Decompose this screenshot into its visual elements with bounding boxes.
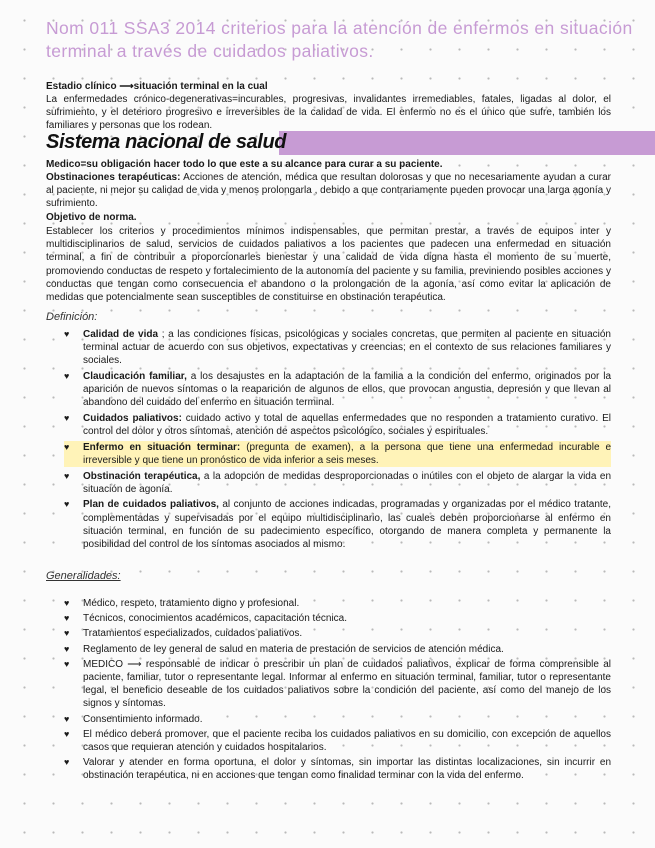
section-heading-bar (46, 131, 655, 155)
list-item: ♥ Obstinación terapéutica, a la adopción de medidas desproporcionadas o inútiles con el objeto de alargar la vida en situación de agonía. (64, 470, 612, 495)
generalidades-list (64, 597, 611, 785)
heart-bullet-icon: ♥ (64, 470, 70, 481)
definicion-label: Definición: (46, 311, 98, 323)
generalidades-label: Generalidades: (46, 570, 121, 582)
definiciones-list (64, 328, 611, 554)
heart-bullet-icon: ♥ (64, 757, 70, 768)
heart-bullet-icon: ♥ (64, 329, 70, 339)
list-item: ♥ Claudicación familiar, a los desajustes en la adaptación de la familia a la condición del enfermo, originados por la aparición de nuevos síntomas o la reaparición de algunos de ellos, que provocan angustia, depresión y que llevan al abandono del cuidado del enfermo en situación terminal. (64, 371, 611, 409)
list-item-highlighted: ♥ Enfermo en situación terminar: (pregunta de examen), a la persona que tiene una enfermedad incurable e irreversible y que tiene un pronóstico de vida inferior a seis meses. (64, 441, 612, 466)
heart-bullet-icon: ♥ (64, 658, 70, 669)
heart-bullet-icon: ♥ (64, 713, 70, 724)
heart-bullet-icon: ♥ (64, 441, 70, 452)
heart-bullet-icon: ♥ (64, 728, 70, 739)
heart-bullet-icon: ♥ (64, 499, 70, 510)
obstinaciones-paragraph: Obstinaciones terapéuticas: Acciones de atención, médica que resultan dolorosas y que no necesariamente ayudan a curar al paciente, ni mejor su calidad de vida y menos prolongarla , debido a que contrariamente pueden provocar una larga agonía y sufrimiento. (46, 172, 612, 210)
list-item: ♥ Valorar y atender en forma oportuna, el dolor y síntomas, sin importar las distintas localizaciones, sin incurrir en obstinación terapéutica, ni en acciones que tengan como finalidad terminar con la vida del enfermo. (64, 757, 611, 782)
list-item: ♥ MEDICO ⟶ responsable de indicar o prescribir un plan de cuidados paliativos, explicar de forma comprensible al paciente, familiar, tutor o representante legal. Informar al enfermo en situación terminal, familiar, tutor o representante legal, el beneficio deseable de los cuidados paliativos sobre la condición del paciente, así como del manejo de los signos y síntomas. (64, 658, 611, 710)
list-item: ♥ Plan de cuidados paliativos, al conjunto de acciones indicadas, programadas y organizadas por el médico tratante, complementadas y supervisadas por el equipo multidisciplinario, las cuales deben proporcionarse al enfermo en situación terminal, en función de su padecimiento específico, otorgando de manera completa y permanente la posibilidad del control de los síntomas asociados al mismo. (64, 499, 612, 550)
list-item: ♥ Reglamento de ley general de salud en materia de prestación de servicios de atención médica. (64, 643, 504, 655)
list-item: ♥ Calidad de vida ; a las condiciones físicas, psicológicas y sociales concretas, que permiten al paciente en situación terminal actuar de acuerdo con sus objetivos, expectativas y creencias; en el contexto de sus relaciones familiares y sociales. (64, 329, 611, 367)
estadio-clinico-label: Estadio clínico ⟶situación terminal en la cual (46, 81, 268, 92)
heart-bullet-icon: ♥ (64, 613, 70, 624)
document-title: Nom 011 SSA3 2014 criterios para la atención de enfermos en situación terminal a través de cuidados paliativos. (46, 18, 633, 61)
list-item: ♥ Tratamientos especializados, cuidados paliativos. (64, 628, 303, 640)
heart-bullet-icon: ♥ (64, 598, 70, 608)
objetivo-label: Objetivo de norma. (46, 212, 137, 223)
list-item: ♥ Cuidados paliativos: cuidado activo y total de aquellas enfermedades que no responden a tratamiento curativo. El control del dolor y otros síntomas, atención de aspectos psicológico, sociales y espirituales. (64, 413, 611, 438)
heart-bullet-icon: ♥ (64, 628, 70, 639)
objetivo-text: Establecer los criterios y procedimientos mínimos indispensables, que permitan prestar, a través de equipos inter y multidisciplinarios de salud, servicios de cuidados paliativos a los pacientes que padecen una enfermedad en situación terminal, a fin de contribuir a proporcionarles bienestar y una calidad de vida digna hasta el momento de su muerte, promoviendo conductas de respeto y fortalecimiento de la autonomía del paciente y su familia, previniendo posibles acciones y conductas que tengan como consecuencia el abandono o la prolongación de la agonía, así como evitar la aplicación de medidas que potencialmente sean susceptibles de constituirse en obstinación terapéutica. (46, 226, 611, 304)
estadio-clinico-text: La enfermedades crónico-degenerativas=incurables, progresivas, invalidantes irremediables, fatales, ligadas al dolor, el sufrimiento, y el deterioro progresivo e irreversibles de la calidad de vida. El enfermo no es el único que sufre, también los familiares y personas que los rodean. (46, 94, 611, 132)
heading-accent-bar (279, 131, 655, 155)
list-item: ♥ Médico, respeto, tratamiento digno y profesional. (64, 598, 300, 609)
medico-paragraph: Medico=su obligación hacer todo lo que este a su alcance para curar a su paciente. (46, 159, 443, 170)
heart-bullet-icon: ♥ (64, 371, 70, 381)
heart-bullet-icon: ♥ (64, 413, 70, 423)
list-item: ♥ Consentimiento informado. (64, 713, 203, 725)
section-heading: Sistema nacional de salud (46, 131, 287, 153)
heart-bullet-icon: ♥ (64, 643, 70, 654)
list-item: ♥ El médico deberá promover, que el paciente reciba los cuidados paliativos en su domicilio, con excepción de aquellos casos que requieran atención y cuidados hospitalarios. (64, 728, 611, 754)
list-item: ♥ Técnicos, conocimientos académicos, capacitación técnica. (64, 613, 348, 625)
